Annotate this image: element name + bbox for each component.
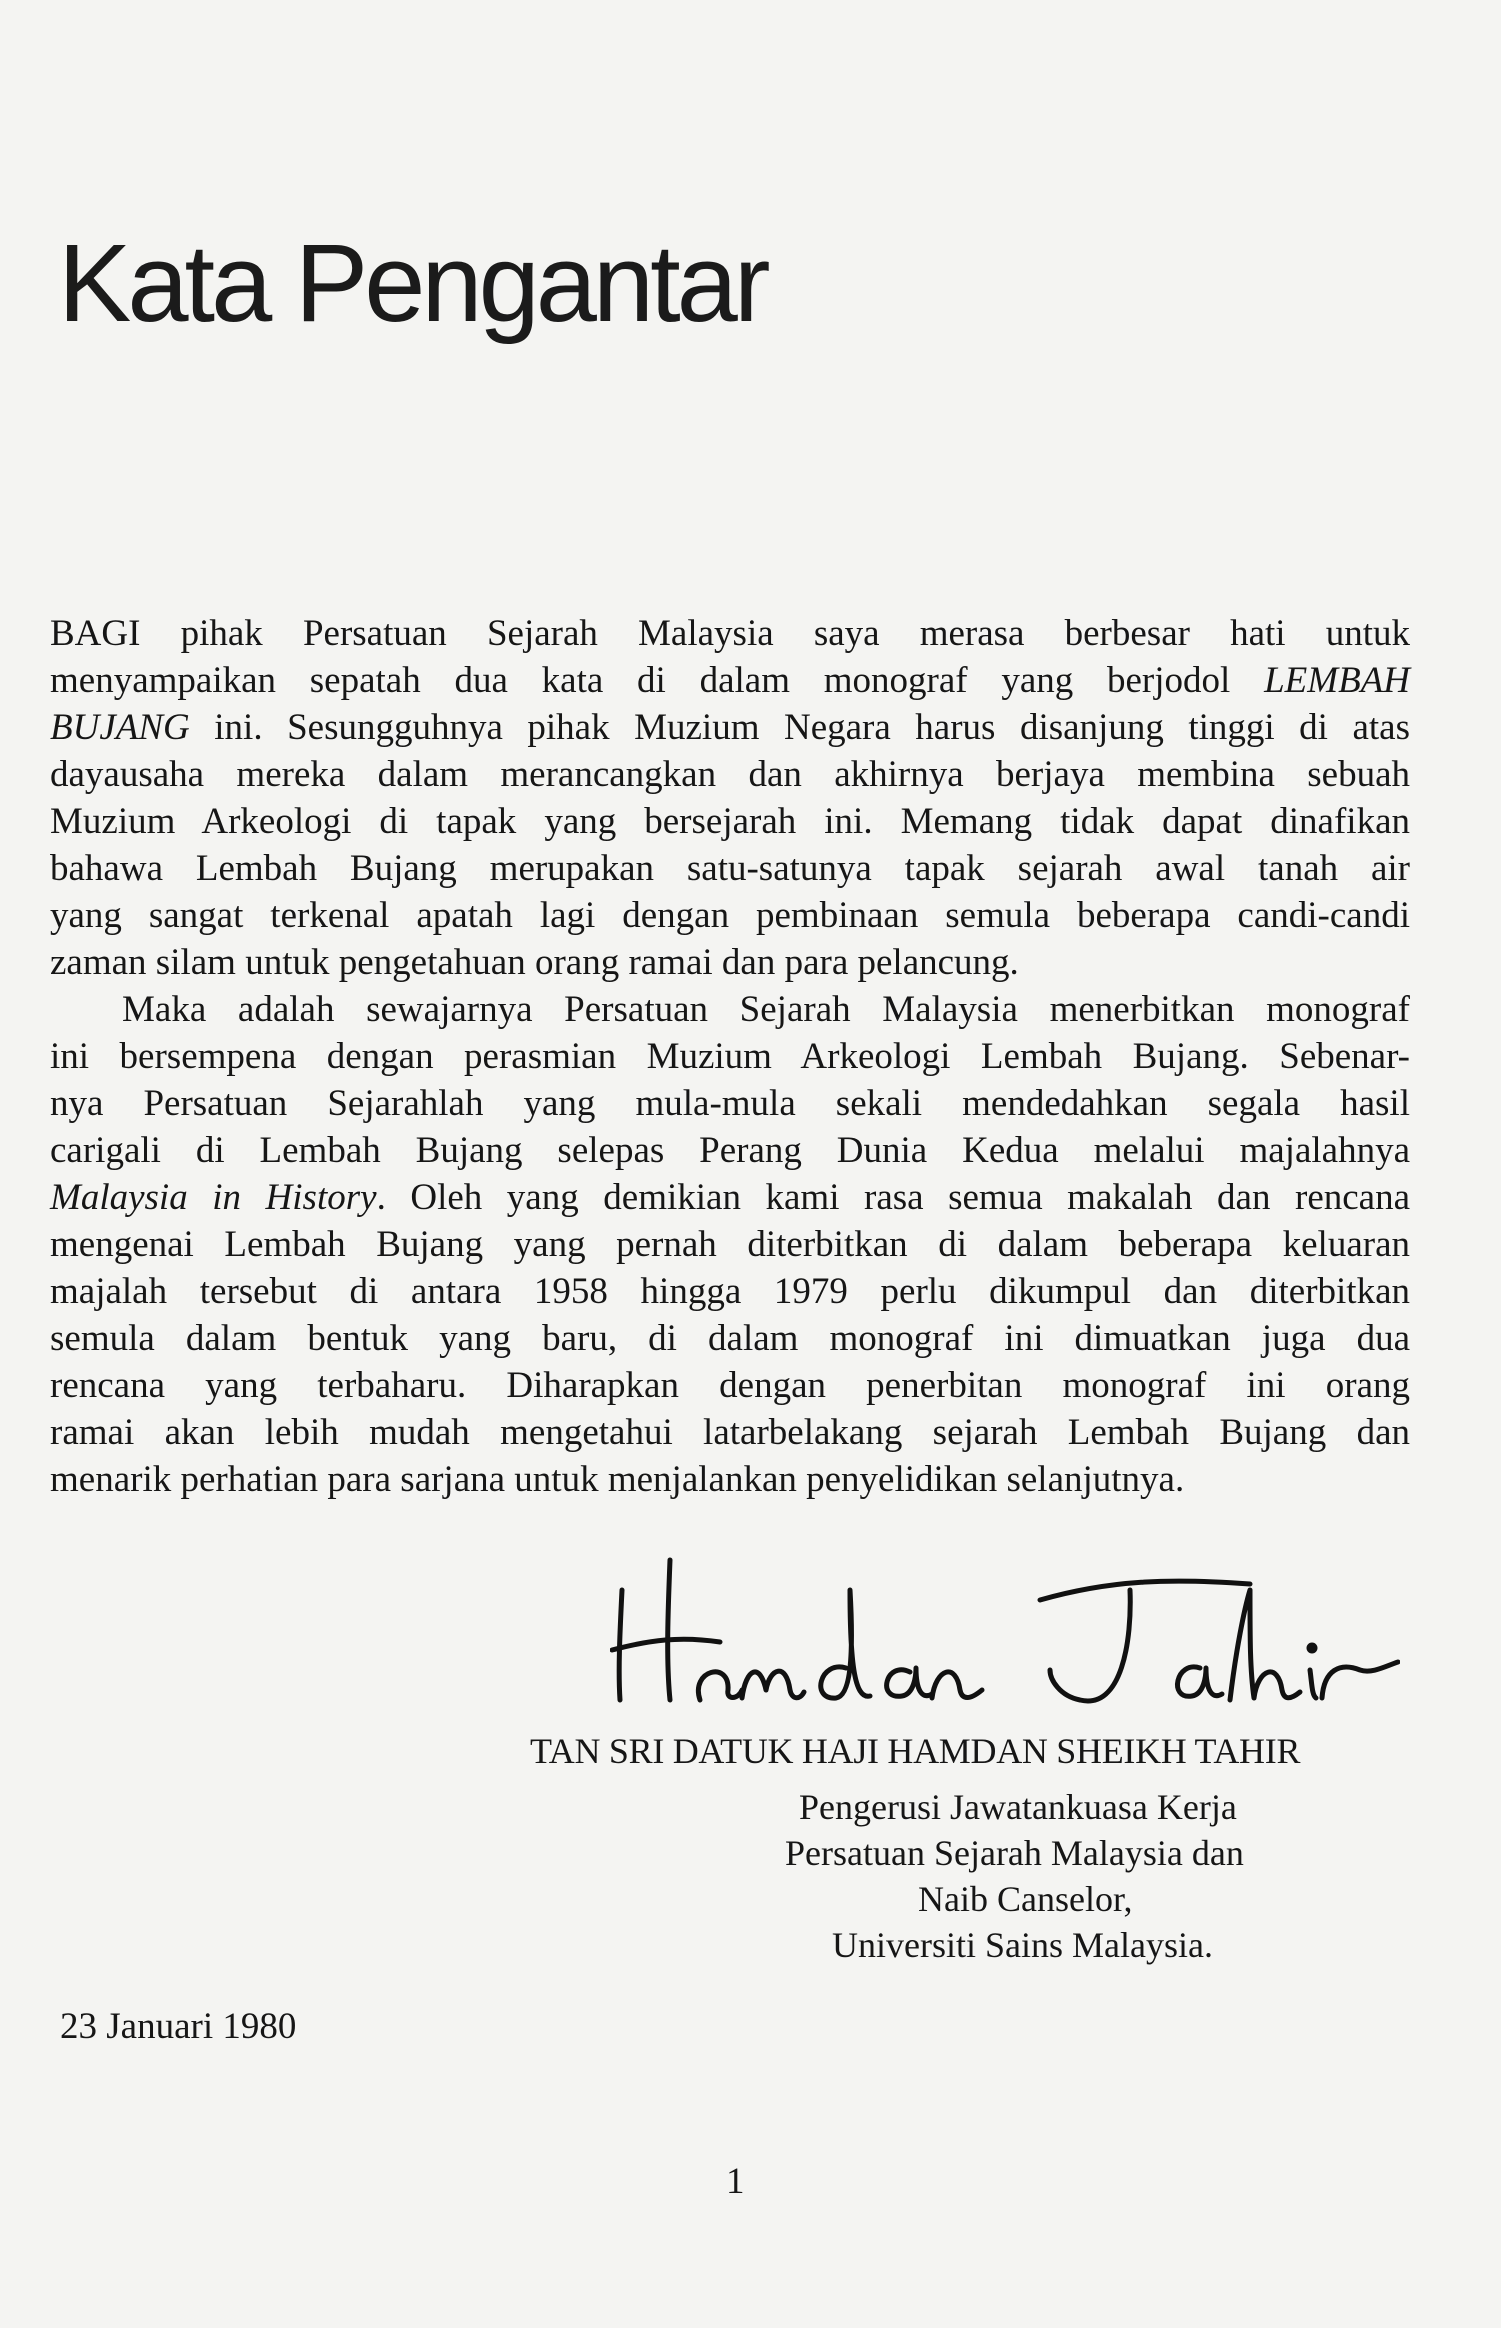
text-line [50,892,1410,939]
text-line [50,986,1410,1033]
text-segment: BAGI pihak Persatuan Sejarah Malaysia saya merasa berbesar hati untuk [50,613,1410,654]
text-segment: . Oleh yang demikian kami rasa semua makalah dan rencana [376,1177,1411,1218]
body-text [50,610,1410,1503]
text-line [50,1127,1410,1174]
text-segment: Muzium Arkeologi di tapak yang bersejarah ini. Memang tidak dapat dinafikan [50,801,1410,842]
signatory-title-4: Universiti Sains Malaysia. [832,1925,1213,1965]
text-line [50,1362,1410,1409]
handwritten-signature [610,1550,1400,1710]
signatory-title-3: Naib Canselor, [918,1879,1133,1919]
signatory-title-2: Persatuan Sejarah Malaysia dan [785,1833,1244,1873]
text-segment: bahawa Lembah Bujang merupakan satu-satunya tapak sejarah awal tanah air [50,848,1410,889]
text-segment: zaman silam untuk pengetahuan orang ramai dan para pelancung. [50,942,1019,983]
text-segment: menyampaikan sepatah dua kata di dalam monograf yang berjodol [50,660,1265,701]
date: 23 Januari 1980 [60,2006,297,2047]
italic-title: Malaysia in History [50,1177,377,1218]
text-segment: ini. Sesungguhnya pihak Muzium Negara harus disanjung tinggi di atas [189,707,1410,748]
text-line [50,1268,1410,1315]
text-line [50,1409,1410,1456]
paragraph-1 [50,610,1410,986]
text-line [50,657,1410,704]
text-segment: nya Persatuan Sejarahlah yang mula-mula sekali mendedahkan segala hasil [50,1083,1410,1124]
page-number: 1 [726,2161,745,2202]
paragraph-2 [50,986,1410,1503]
text-line [50,1221,1410,1268]
text-line [50,1033,1410,1080]
text-line [50,704,1410,751]
text-segment: dayausaha mereka dalam merancangkan dan akhirnya berjaya membina sebuah [50,754,1410,795]
text-segment: carigali di Lembah Bujang selepas Perang Dunia Kedua melalui majalahnya [50,1130,1410,1171]
text-line [50,939,1410,986]
page-title: Kata Pengantar [58,222,767,345]
text-segment: menarik perhatian para sarjana untuk menjalankan penyelidikan selanjutnya. [50,1459,1185,1500]
signatory-title-1: Pengerusi Jawatankuasa Kerja [799,1787,1237,1827]
text-segment: rencana yang terbaharu. Diharapkan dengan penerbitan monograf ini orang [50,1365,1410,1406]
text-segment: yang sangat terkenal apatah lagi dengan pembinaan semula beberapa candi-candi [50,895,1410,936]
text-line [50,1315,1410,1362]
text-segment: Maka adalah sewajarnya Persatuan Sejarah Malaysia menerbitkan monograf [122,989,1410,1030]
text-line [50,798,1410,845]
text-line [50,610,1410,657]
text-line [50,1456,1410,1503]
text-segment: mengenai Lembah Bujang yang pernah diterbitkan di dalam beberapa keluaran [50,1224,1410,1265]
text-segment: ini bersempena dengan perasmian Muzium Arkeologi Lembah Bujang. Sebenar- [50,1036,1410,1077]
signatory-name: TAN SRI DATUK HAJI HAMDAN SHEIKH TAHIR [530,1731,1301,1771]
text-line [50,1174,1410,1221]
text-line [50,751,1410,798]
text-line [50,1080,1410,1127]
italic-title: BUJANG [50,707,190,748]
text-line [50,845,1410,892]
italic-title: LEMBAH [1264,660,1410,701]
text-segment: ramai akan lebih mudah mengetahui latarbelakang sejarah Lembah Bujang dan [50,1412,1410,1453]
text-segment: semula dalam bentuk yang baru, di dalam monograf ini dimuatkan juga dua [50,1318,1410,1359]
text-segment: majalah tersebut di antara 1958 hingga 1979 perlu dikumpul dan diterbitkan [50,1271,1410,1312]
